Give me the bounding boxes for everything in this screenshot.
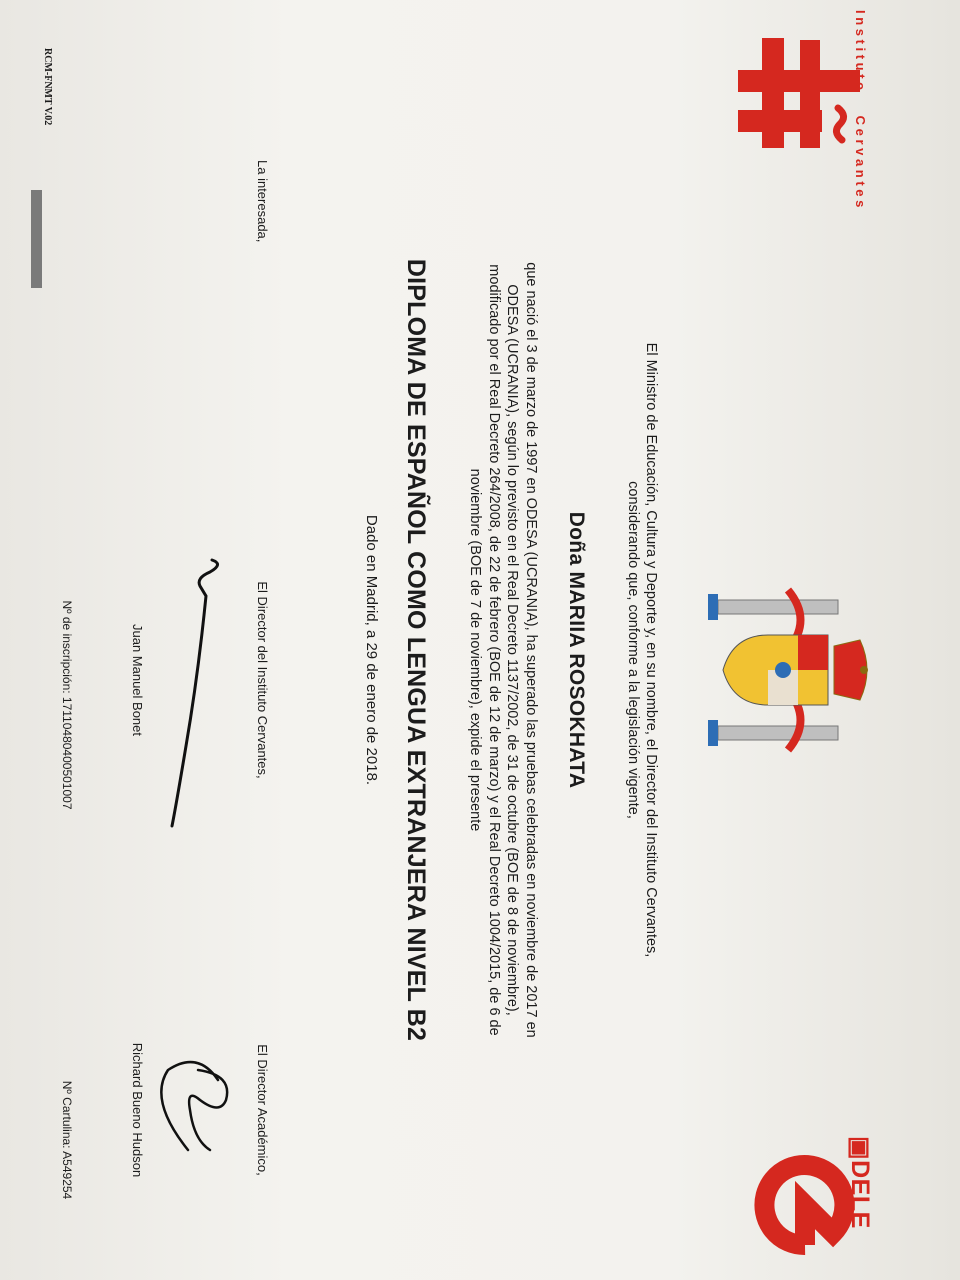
pillar-right bbox=[718, 726, 838, 740]
director-academic-label: El Director Académico, bbox=[255, 1044, 270, 1176]
director-academic-signature bbox=[148, 1040, 248, 1180]
director-academic-name: Richard Bueno Hudson bbox=[130, 1042, 145, 1178]
diploma-title: DIPLOMA DE ESPAÑOL COMO LENGUA EXTRANJERA NIVEL B2 bbox=[402, 258, 430, 1042]
intro-text: El Ministro de Educación, Cultura y Deporte y, en su nombre, el Director del Instituto Cervantes, considerando que, conforme a la legislación vigente, bbox=[625, 342, 659, 958]
director-ic-name: Juan Manuel Bonet bbox=[130, 623, 145, 737]
pillar-base-right bbox=[708, 720, 718, 746]
shield-center bbox=[775, 662, 791, 678]
cartulina-number: Nº Cartulina: A549254 bbox=[60, 1080, 74, 1200]
form-code: RCM-FNMT V.02 bbox=[42, 48, 53, 126]
logo-stem-left bbox=[738, 70, 860, 92]
instituto-cervantes-logo bbox=[730, 30, 860, 180]
dele-e-shape bbox=[764, 1165, 844, 1245]
spanish-coat-of-arms-icon bbox=[688, 580, 868, 760]
recipient-name: Doña MARIIA ROSOKHATA bbox=[565, 511, 588, 789]
director-ic-label: El Director del Instituto Cervantes, bbox=[255, 581, 270, 779]
logo-tilde bbox=[836, 108, 843, 140]
dele-logo-icon bbox=[750, 1150, 860, 1260]
crown-cross bbox=[860, 666, 868, 674]
pillar-left bbox=[718, 600, 838, 614]
issue-place-date: Dado en Madrid, a 29 de enero de 2018. bbox=[363, 514, 380, 786]
shield-castile bbox=[798, 635, 828, 670]
pillar-base-left bbox=[708, 594, 718, 620]
form-code-bar bbox=[31, 190, 42, 288]
logo-stem-right bbox=[738, 110, 822, 132]
body-text: que nació el 3 de marzo de 1997 en ODESA (UCRANIA), ha superado las pruebas celebradas en noviembre de 2017 en ODESA (UCRANIA), según lo previsto en el Real Decreto 1137/2002, de 31 de octubre (BOE de 8 de noviembre), modificado por el Real Decreto 264/2008, de 22 de febrero (BOE de 12 de marzo) y el Real Decreto 1004/2015, de 6 de noviembre (BOE de 7 de noviembre), expide el presente bbox=[467, 262, 539, 1038]
instituto-cervantes-wordmark: InstitutoCervantes bbox=[853, 10, 868, 211]
recipient-signature-label: La interesada, bbox=[255, 160, 270, 243]
inscription-number: Nº de inscripción: 17110480400501007 bbox=[60, 600, 74, 810]
director-ic-signature bbox=[150, 555, 240, 835]
dele-wordmark: ▣DELE bbox=[846, 1136, 874, 1229]
